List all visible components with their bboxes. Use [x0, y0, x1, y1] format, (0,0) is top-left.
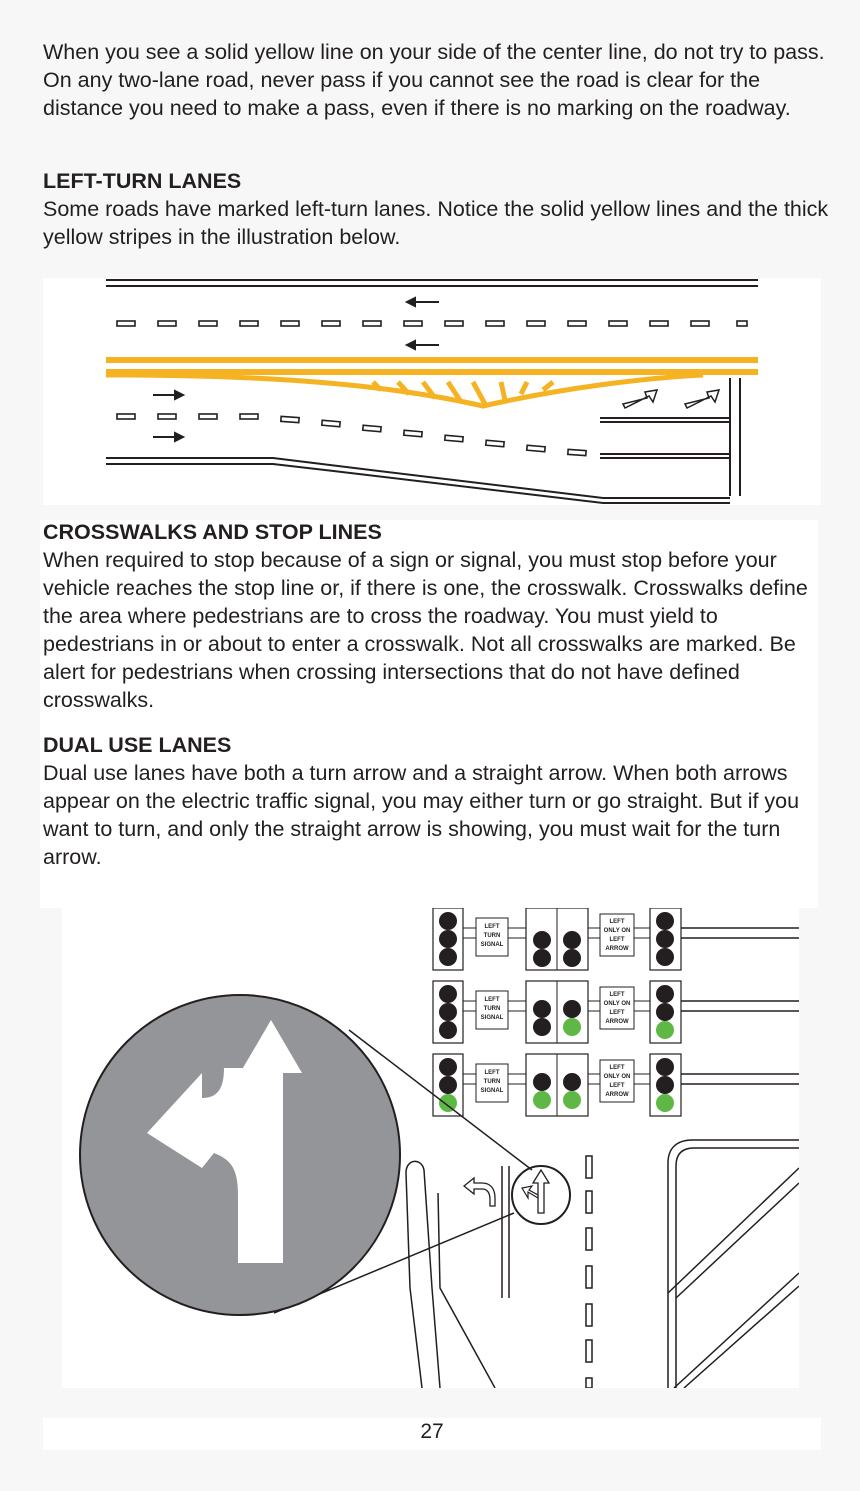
- sign-text: LEFT: [609, 1010, 625, 1016]
- signal-row-3: [433, 1054, 681, 1116]
- sign-text: ONLY ON: [603, 928, 631, 934]
- sign-text: ONLY ON: [603, 1001, 631, 1007]
- sign-text: TURN: [483, 933, 501, 939]
- dual-use-illustration: [62, 908, 799, 1388]
- signal-row-1: [433, 908, 681, 970]
- crosswalks-body: When required to stop because of a sign or signal, you must stop before your vehicle reaches the stop line or, if there is one, the crosswalk. Crosswalks define the area where pedestrians are to cross the roadway. You must yield to pedestrians in or about to enter a crosswalk. Not all crosswalks are marked. Be alert for pedestrians when crossing intersections that do not have defined crosswalks.: [43, 548, 808, 712]
- sign-text: LEFT: [609, 1083, 625, 1089]
- crosswalks-heading: CROSSWALKS AND STOP LINES: [43, 520, 382, 544]
- dual-use-body: Dual use lanes have both a turn arrow and a straight arrow. When both arrows appear on the electric traffic signal, you may either turn or go straight. But if you want to turn, and only the straight arrow is showing, you must wait for the turn arrow.: [43, 761, 800, 869]
- sign-text: SIGNAL: [480, 1015, 504, 1021]
- left-turn-lane-illustration: [43, 278, 821, 505]
- sign-text: LEFT: [609, 919, 625, 925]
- left-turn-heading: LEFT-TURN LANES: [43, 169, 242, 193]
- sign-text: SIGNAL: [480, 1088, 504, 1094]
- sign-text: LEFT: [484, 997, 500, 1003]
- page-number: 27: [43, 1418, 821, 1450]
- dual-use-heading: DUAL USE LANES: [43, 733, 232, 757]
- sign-text: LEFT: [484, 924, 500, 930]
- sign-text: LEFT: [609, 937, 625, 943]
- sign-text: LEFT: [484, 1070, 500, 1076]
- sign-text: ARROW: [605, 1019, 629, 1025]
- sign-text: LEFT: [609, 992, 625, 998]
- sign-text: ONLY ON: [603, 1074, 631, 1080]
- signal-row-2: [433, 981, 681, 1043]
- left-turn-body: Some roads have marked left-turn lanes. Notice the solid yellow lines and the thick yellow stripes in the illustration below.: [43, 197, 829, 249]
- sign-text: ARROW: [605, 1092, 629, 1098]
- intro-paragraph: When you see a solid yellow line on your side of the center line, do not try to pass. On any two-lane road, never pass if you cannot see the road is clear for the distance you need to make a pass, even if there is no marking on the roadway.: [43, 40, 825, 120]
- sign-text: TURN: [483, 1006, 501, 1012]
- sign-text: TURN: [483, 1079, 501, 1085]
- sign-text: SIGNAL: [480, 942, 504, 948]
- sign-text: LEFT: [609, 1065, 625, 1071]
- sign-text: ARROW: [605, 946, 629, 952]
